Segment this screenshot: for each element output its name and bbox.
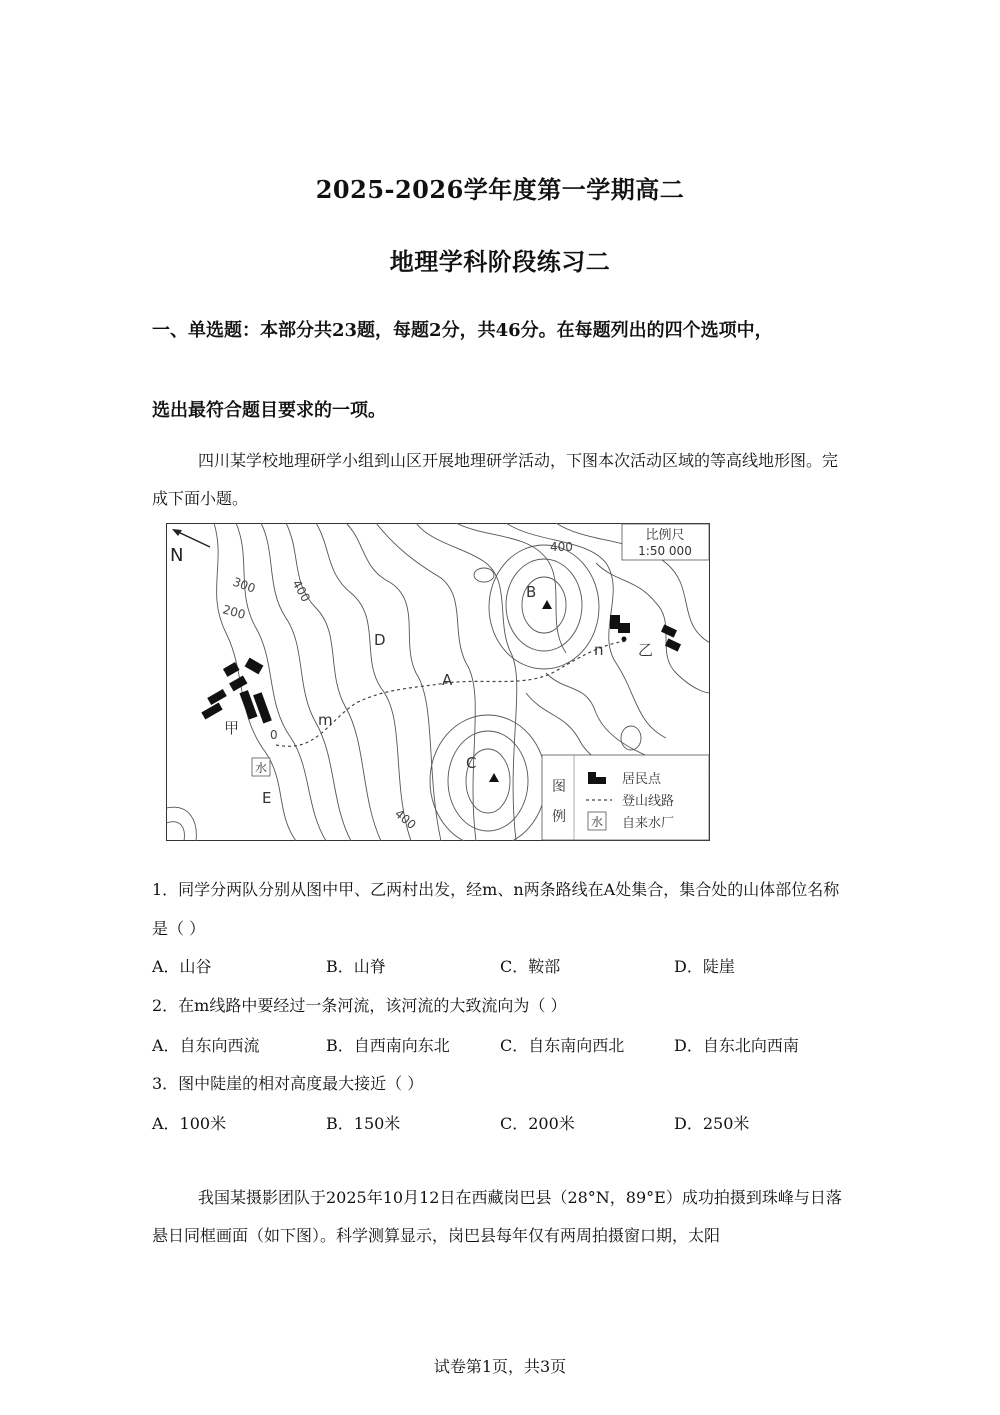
- option: D．陡崖: [674, 957, 735, 976]
- legend-trail: 登山线路: [622, 794, 675, 809]
- svg-text:水: 水: [590, 815, 604, 829]
- scale-box: [622, 524, 709, 560]
- option: D．自东北向西南: [674, 1036, 799, 1055]
- option: A．100米: [152, 1114, 227, 1133]
- label-m: m: [318, 711, 333, 729]
- label-b: B: [526, 583, 537, 601]
- question-1-stem: 1．同学分两队分别从图中甲、乙两村出发，经m、n两条路线在A处集合，集合处的山体部位名称是（ ）: [152, 880, 840, 938]
- contour-label: 300: [230, 574, 258, 596]
- label-e: E: [262, 789, 272, 807]
- option: C．鞍部: [500, 957, 561, 976]
- question-1-options: [152, 954, 852, 984]
- label-d: D: [374, 631, 386, 649]
- option: D．250米: [674, 1114, 750, 1133]
- section-heading-line2: 选出最符合题目要求的一项。: [152, 400, 386, 421]
- option: B．自西南向东北: [326, 1036, 450, 1055]
- label-a: A: [442, 671, 453, 689]
- option: B．150米: [326, 1114, 401, 1133]
- contour-label: 200: [221, 602, 247, 622]
- paragraph-2: 我国某摄影团队于2025年10月12日在西藏岗巴县（28°N，89°E）成功拍摄到珠峰与日落悬日同框画面（如下图）。科学测算显示，岗巴县每年仅有两周拍摄窗口期，太阳: [152, 1188, 842, 1245]
- section-heading-line1: 一、单选题：本部分共23题，每题2分，共46分。在每题列出的四个选项中，: [152, 320, 773, 341]
- legend-title-1: 图: [552, 779, 566, 795]
- contour-label: 400: [550, 540, 573, 554]
- contour-label: 400: [289, 577, 313, 605]
- svg-text:水: 水: [254, 761, 268, 775]
- intro-paragraph: 四川某学校地理研学小组到山区开展地理研学活动，下图本次活动区域的等高线地形图。完成下面小题。: [152, 451, 839, 508]
- north-label: N: [170, 545, 184, 566]
- legend-settlement: 居民点: [622, 772, 662, 787]
- label-yi: 乙: [638, 641, 654, 659]
- contour-label: 0: [270, 728, 278, 742]
- option: B．山脊: [326, 957, 386, 976]
- label-jia: 甲: [224, 719, 240, 737]
- legend-title-2: 例: [552, 809, 566, 825]
- doc-subtitle: 地理学科阶段练习二: [389, 247, 611, 276]
- option: C．200米: [500, 1114, 575, 1133]
- option: A．自东向西流: [152, 1036, 260, 1055]
- question-3-stem: 3．图中陡崖的相对高度最大接近（ ）: [152, 1074, 424, 1093]
- map-legend: [542, 755, 709, 840]
- scale-label: 比例尺: [645, 528, 685, 543]
- question-2-stem: 2．在m线路中要经过一条河流，该河流的大致流向为（ ）: [152, 996, 567, 1015]
- label-c: C: [466, 754, 477, 772]
- page-footer: 试卷第1页，共3页: [433, 1357, 567, 1376]
- scale-value: 1:50 000: [638, 544, 692, 558]
- question-2-options: [152, 1033, 852, 1063]
- label-n: n: [594, 641, 604, 659]
- contour-map: [166, 523, 710, 841]
- question-3-options: [152, 1111, 852, 1141]
- doc-title: 2025-2026学年度第一学期高二: [315, 175, 685, 204]
- option: A．山谷: [152, 957, 212, 976]
- option: C．自东南向西北: [500, 1036, 625, 1055]
- waterworks-icon: [252, 758, 270, 776]
- contour-label: 400: [392, 806, 419, 833]
- legend-waterworks: 自来水厂: [622, 816, 675, 831]
